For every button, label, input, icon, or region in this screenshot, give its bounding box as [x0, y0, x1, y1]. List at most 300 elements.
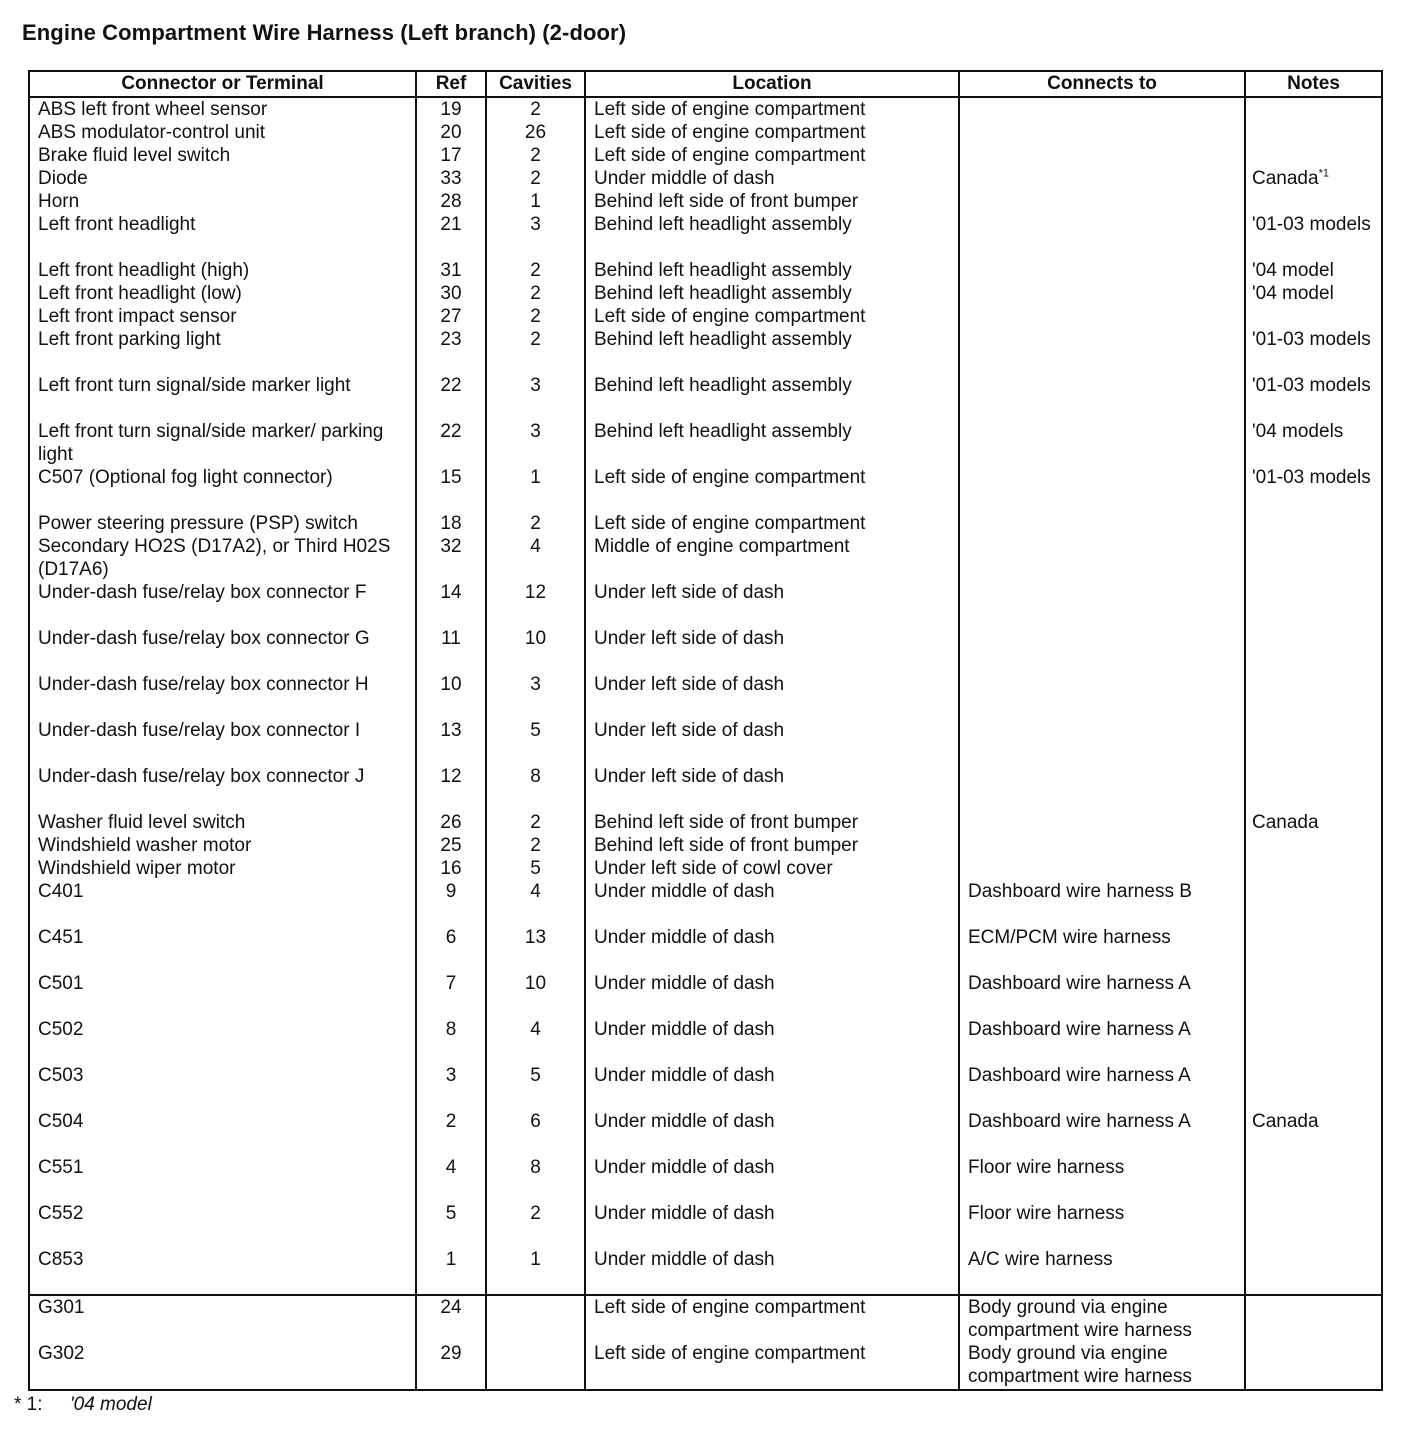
cell-ref-text: 12 — [440, 766, 462, 787]
cell-ref — [416, 466, 486, 512]
cell-notes — [1245, 1156, 1382, 1202]
cell-ref-text: 22 — [440, 375, 462, 396]
table-row — [29, 627, 1382, 673]
cell-connects-to — [959, 719, 1245, 765]
cell-connects-to — [959, 880, 1245, 926]
cell-location-text: Left side of engine compartment — [594, 145, 866, 166]
cell-ref-text: 17 — [440, 145, 462, 166]
cell-location — [585, 144, 959, 167]
cell-cavities-text: 8 — [530, 1157, 541, 1178]
column-header-connects-to: Connects to — [959, 71, 1245, 97]
table-row — [29, 1248, 1382, 1295]
cell-connector — [29, 97, 416, 121]
cell-ref-text: 20 — [440, 122, 462, 143]
cell-location — [585, 512, 959, 535]
table-row — [29, 374, 1382, 420]
cell-location — [585, 259, 959, 282]
cell-cavities-text: 4 — [530, 1019, 541, 1040]
cell-connector — [29, 1064, 416, 1110]
cell-cavities — [486, 305, 585, 328]
cell-notes — [1245, 420, 1382, 466]
cell-ref — [416, 1342, 486, 1390]
cell-location — [585, 1295, 959, 1342]
cell-ref-text: 4 — [445, 1157, 457, 1178]
cell-notes-text: Canada — [1252, 812, 1319, 833]
cell-connector-text: C501 — [38, 973, 84, 994]
table-row — [29, 811, 1382, 834]
cell-cavities-text: 8 — [530, 766, 541, 787]
cell-ref — [416, 834, 486, 857]
cell-connects-to — [959, 328, 1245, 374]
cell-ref — [416, 673, 486, 719]
cell-ref-text: 7 — [445, 973, 457, 994]
cell-ref — [416, 1156, 486, 1202]
column-header-notes: Notes — [1245, 71, 1382, 97]
cell-notes — [1245, 673, 1382, 719]
cell-location-text: Behind left headlight assembly — [594, 214, 852, 235]
cell-connector-text: Power steering pressure (PSP) switch — [38, 513, 358, 534]
table-row — [29, 1064, 1382, 1110]
cell-connector-text: ABS left front wheel sensor — [38, 99, 268, 120]
cell-connector-text: C451 — [38, 927, 84, 948]
cell-connector-text: Windshield washer motor — [38, 835, 252, 856]
cell-location-text: Behind left headlight assembly — [594, 329, 852, 350]
cell-ref-text: 15 — [440, 467, 462, 488]
table-row — [29, 144, 1382, 167]
table-row — [29, 1018, 1382, 1064]
cell-connector — [29, 420, 416, 466]
cell-ref — [416, 420, 486, 466]
cell-notes-text: '01-03 models — [1252, 467, 1371, 488]
cell-ref — [416, 1248, 486, 1295]
cell-notes — [1245, 144, 1382, 167]
cell-connects-to — [959, 765, 1245, 811]
cell-location-text: Behind left side of front bumper — [594, 835, 859, 856]
cell-connector-text: C551 — [38, 1157, 84, 1178]
table-row — [29, 1156, 1382, 1202]
column-header-location: Location — [585, 71, 959, 97]
cell-location-text: Under left side of dash — [594, 720, 785, 741]
cell-ref-text: 1 — [445, 1249, 457, 1270]
cell-connector-text: Under-dash fuse/relay box connector H — [38, 674, 369, 695]
cell-ref-text: 30 — [440, 283, 462, 304]
cell-connector-text: ABS modulator-control unit — [38, 122, 266, 143]
cell-cavities-text: 1 — [530, 467, 541, 488]
cell-cavities-text: 5 — [530, 1065, 541, 1086]
cell-cavities — [486, 834, 585, 857]
cell-connector — [29, 374, 416, 420]
cell-location-text: Behind left headlight assembly — [594, 283, 852, 304]
cell-cavities-text: 10 — [524, 628, 547, 649]
cell-cavities — [486, 765, 585, 811]
cell-cavities — [486, 1342, 585, 1390]
cell-location — [585, 374, 959, 420]
table-row — [29, 97, 1382, 121]
cell-notes — [1245, 167, 1382, 190]
cell-cavities — [486, 1110, 585, 1156]
cell-connects-to — [959, 1018, 1245, 1064]
cell-cavities — [486, 926, 585, 972]
cell-notes-text: '04 model — [1252, 283, 1334, 304]
cell-ref-text: 11 — [441, 628, 461, 649]
cell-ref-text: 3 — [445, 1065, 457, 1086]
cell-notes — [1245, 834, 1382, 857]
cell-notes — [1245, 1248, 1382, 1295]
cell-ref — [416, 328, 486, 374]
cell-connector — [29, 121, 416, 144]
cell-connects-to — [959, 811, 1245, 834]
cell-ref — [416, 167, 486, 190]
cell-location — [585, 811, 959, 834]
cell-location — [585, 305, 959, 328]
cell-cavities-text: 5 — [530, 720, 541, 741]
cell-connects-to-text: A/C wire harness — [968, 1249, 1113, 1270]
cell-connector-text: Left front headlight (low) — [38, 283, 242, 304]
table-row — [29, 466, 1382, 512]
cell-notes — [1245, 328, 1382, 374]
cell-location — [585, 765, 959, 811]
cell-connects-to — [959, 259, 1245, 282]
cell-connects-to — [959, 1202, 1245, 1248]
cell-ref-text: 8 — [445, 1019, 457, 1040]
cell-cavities-text: 26 — [524, 122, 547, 143]
cell-cavities — [486, 1018, 585, 1064]
table-row — [29, 213, 1382, 259]
column-header-connector: Connector or Terminal — [29, 71, 416, 97]
cell-notes — [1245, 1342, 1382, 1390]
cell-location-text: Under middle of dash — [594, 1019, 775, 1040]
footnote-text: '04 model — [70, 1394, 152, 1415]
cell-notes — [1245, 1064, 1382, 1110]
cell-connector-text: Left front headlight (high) — [38, 260, 250, 281]
cell-connects-to — [959, 282, 1245, 305]
cell-connector — [29, 328, 416, 374]
cell-cavities — [486, 581, 585, 627]
cell-connects-to-text: Dashboard wire harness A — [968, 1019, 1191, 1040]
cell-cavities-text: 13 — [524, 927, 547, 948]
cell-location-text: Under middle of dash — [594, 927, 775, 948]
cell-notes — [1245, 535, 1382, 581]
cell-ref — [416, 926, 486, 972]
cell-cavities-text: 12 — [524, 582, 547, 603]
cell-connector — [29, 167, 416, 190]
cell-connects-to — [959, 466, 1245, 512]
cell-location-text: Left side of engine compartment — [594, 1297, 866, 1318]
cell-ref — [416, 512, 486, 535]
cell-connects-to — [959, 581, 1245, 627]
cell-ref — [416, 97, 486, 121]
cell-notes-text: '01-03 models — [1252, 329, 1371, 350]
cell-notes-text: '01-03 models — [1252, 375, 1371, 396]
cell-location — [585, 673, 959, 719]
cell-cavities-text: 2 — [530, 329, 541, 350]
cell-connects-to — [959, 1342, 1245, 1390]
cell-connector — [29, 144, 416, 167]
cell-notes — [1245, 857, 1382, 880]
cell-connector-text: Washer fluid level switch — [38, 812, 246, 833]
cell-cavities — [486, 420, 585, 466]
note-marker: *1 — [1318, 167, 1329, 180]
cell-connector-text: Left front impact sensor — [38, 306, 237, 327]
cell-connector — [29, 880, 416, 926]
cell-connector-text: G302 — [38, 1343, 85, 1364]
table-row — [29, 857, 1382, 880]
cell-location — [585, 121, 959, 144]
cell-cavities-text: 2 — [530, 145, 541, 166]
cell-cavities-text: 2 — [530, 513, 541, 534]
cell-notes — [1245, 512, 1382, 535]
cell-notes — [1245, 972, 1382, 1018]
cell-connects-to — [959, 972, 1245, 1018]
cell-connector — [29, 765, 416, 811]
cell-cavities-text: 10 — [524, 973, 547, 994]
cell-location — [585, 1018, 959, 1064]
cell-location — [585, 627, 959, 673]
cell-cavities — [486, 213, 585, 259]
cell-ref — [416, 1064, 486, 1110]
table-row — [29, 328, 1382, 374]
cell-cavities-text: 3 — [530, 421, 541, 442]
table-row — [29, 719, 1382, 765]
cell-connects-to — [959, 97, 1245, 121]
cell-ref-text: 31 — [440, 260, 462, 281]
cell-connector — [29, 213, 416, 259]
cell-connects-to — [959, 1064, 1245, 1110]
cell-connects-to — [959, 121, 1245, 144]
cell-cavities-text: 3 — [530, 375, 541, 396]
table-row — [29, 282, 1382, 305]
cell-ref-text: 29 — [440, 1343, 462, 1364]
cell-connects-to — [959, 420, 1245, 466]
cell-ref-text: 28 — [440, 191, 462, 212]
cell-connector — [29, 1202, 416, 1248]
cell-notes — [1245, 581, 1382, 627]
cell-ref-text: 27 — [440, 306, 462, 327]
cell-cavities — [486, 673, 585, 719]
cell-location — [585, 719, 959, 765]
cell-cavities-text: 2 — [530, 283, 541, 304]
cell-connects-to-text: Body ground via engine compartment wire harness — [968, 1343, 1192, 1387]
cell-notes — [1245, 121, 1382, 144]
cell-ref-text: 32 — [440, 536, 462, 557]
cell-connector-text: Under-dash fuse/relay box connector G — [38, 628, 370, 649]
cell-cavities-text: 6 — [530, 1111, 541, 1132]
cell-location — [585, 1248, 959, 1295]
table-row — [29, 581, 1382, 627]
cell-location — [585, 972, 959, 1018]
cell-ref-text: 6 — [445, 927, 457, 948]
cell-notes-text: '04 model — [1252, 260, 1334, 281]
cell-connector — [29, 719, 416, 765]
cell-ref-text: 33 — [440, 168, 462, 189]
cell-ref-text: 10 — [440, 674, 462, 695]
cell-connects-to — [959, 535, 1245, 581]
cell-notes — [1245, 97, 1382, 121]
cell-cavities — [486, 167, 585, 190]
cell-cavities — [486, 857, 585, 880]
cell-connects-to — [959, 1110, 1245, 1156]
cell-notes — [1245, 627, 1382, 673]
cell-connector-text: Brake fluid level switch — [38, 145, 231, 166]
cell-connector — [29, 834, 416, 857]
table-row — [29, 259, 1382, 282]
cell-cavities — [486, 1202, 585, 1248]
column-header-cavities: Cavities — [486, 71, 585, 97]
cell-cavities-text: 2 — [530, 835, 541, 856]
cell-connector — [29, 926, 416, 972]
cell-ref — [416, 144, 486, 167]
cell-location — [585, 213, 959, 259]
cell-location — [585, 190, 959, 213]
cell-ref — [416, 282, 486, 305]
cell-cavities — [486, 121, 585, 144]
cell-notes — [1245, 926, 1382, 972]
cell-cavities-text: 1 — [530, 191, 541, 212]
cell-ref-text: 9 — [445, 881, 457, 902]
cell-ref — [416, 581, 486, 627]
cell-connector — [29, 627, 416, 673]
cell-connects-to-text: Floor wire harness — [968, 1157, 1125, 1178]
cell-cavities — [486, 190, 585, 213]
cell-connects-to — [959, 1156, 1245, 1202]
cell-location — [585, 420, 959, 466]
cell-notes-text: '01-03 models — [1252, 214, 1371, 235]
cell-connects-to — [959, 834, 1245, 857]
cell-connector — [29, 1018, 416, 1064]
cell-location-text: Under middle of dash — [594, 973, 775, 994]
cell-cavities — [486, 880, 585, 926]
cell-cavities-text: 5 — [530, 858, 541, 879]
table-row — [29, 305, 1382, 328]
cell-connector-text: Under-dash fuse/relay box connector J — [38, 766, 365, 787]
cell-notes — [1245, 374, 1382, 420]
table-row — [29, 167, 1382, 190]
cell-cavities — [486, 282, 585, 305]
cell-connector — [29, 190, 416, 213]
cell-ref — [416, 374, 486, 420]
cell-connector — [29, 581, 416, 627]
cell-ref-text: 18 — [440, 513, 462, 534]
cell-connector — [29, 1342, 416, 1390]
cell-connector — [29, 1110, 416, 1156]
cell-cavities — [486, 259, 585, 282]
cell-location — [585, 466, 959, 512]
cell-cavities-text: 2 — [530, 260, 541, 281]
cell-location-text: Left side of engine compartment — [594, 467, 866, 488]
table-row — [29, 420, 1382, 466]
cell-cavities — [486, 811, 585, 834]
cell-location — [585, 97, 959, 121]
cell-connects-to — [959, 926, 1245, 972]
cell-connects-to — [959, 167, 1245, 190]
cell-location — [585, 328, 959, 374]
table-row — [29, 190, 1382, 213]
cell-connects-to-text: Dashboard wire harness A — [968, 1111, 1191, 1132]
footnote — [14, 1394, 152, 1416]
cell-connector — [29, 535, 416, 581]
cell-cavities — [486, 719, 585, 765]
table-row — [29, 512, 1382, 535]
cell-ref — [416, 259, 486, 282]
cell-connector-text: Under-dash fuse/relay box connector F — [38, 582, 367, 603]
cell-location-text: Left side of engine compartment — [594, 99, 866, 120]
cell-connects-to — [959, 305, 1245, 328]
cell-connector — [29, 282, 416, 305]
cell-connector-text: Diode — [38, 168, 88, 189]
cell-location-text: Under left side of dash — [594, 582, 785, 603]
cell-location-text: Behind left side of front bumper — [594, 191, 859, 212]
cell-location-text: Middle of engine compartment — [594, 536, 850, 557]
cell-notes — [1245, 213, 1382, 259]
cell-connector — [29, 857, 416, 880]
cell-location-text: Under middle of dash — [594, 1065, 775, 1086]
cell-notes — [1245, 880, 1382, 926]
cell-location-text: Left side of engine compartment — [594, 306, 866, 327]
cell-location-text: Under left side of dash — [594, 766, 785, 787]
table-row — [29, 880, 1382, 926]
cell-connector-text: Horn — [38, 191, 80, 212]
connector-table — [28, 70, 1383, 1391]
cell-connects-to-text: Dashboard wire harness A — [968, 1065, 1191, 1086]
cell-connector-text: C503 — [38, 1065, 84, 1086]
cell-cavities-text: 4 — [530, 536, 541, 557]
cell-location-text: Left side of engine compartment — [594, 122, 866, 143]
cell-ref — [416, 972, 486, 1018]
table-row — [29, 673, 1382, 719]
table-row — [29, 834, 1382, 857]
cell-notes — [1245, 719, 1382, 765]
cell-connector — [29, 259, 416, 282]
cell-connects-to-text: Dashboard wire harness A — [968, 973, 1191, 994]
cell-ref — [416, 213, 486, 259]
table-header-row — [29, 71, 1382, 97]
cell-cavities — [486, 972, 585, 1018]
cell-location — [585, 834, 959, 857]
cell-ref-text: 24 — [440, 1297, 462, 1318]
cell-connects-to — [959, 374, 1245, 420]
cell-connects-to-text: Floor wire harness — [968, 1203, 1125, 1224]
cell-ref-text: 16 — [440, 858, 462, 879]
cell-location — [585, 857, 959, 880]
cell-location-text: Behind left headlight assembly — [594, 375, 852, 396]
cell-cavities — [486, 1248, 585, 1295]
cell-cavities — [486, 466, 585, 512]
cell-connector — [29, 972, 416, 1018]
table-row — [29, 926, 1382, 972]
cell-ref-text: 14 — [440, 582, 462, 603]
cell-ref-text: 26 — [440, 812, 462, 833]
table-row — [29, 1110, 1382, 1156]
cell-connector-text: C504 — [38, 1111, 84, 1132]
cell-connector-text: Left front turn signal/side marker/ parking light — [38, 421, 384, 465]
cell-cavities — [486, 374, 585, 420]
cell-ref-text: 19 — [440, 99, 462, 120]
cell-notes — [1245, 466, 1382, 512]
cell-connects-to — [959, 213, 1245, 259]
cell-location-text: Under middle of dash — [594, 1203, 775, 1224]
cell-ref — [416, 719, 486, 765]
cell-notes-text: Canada — [1252, 1111, 1319, 1132]
cell-connector — [29, 1248, 416, 1295]
cell-location-text: Behind left headlight assembly — [594, 421, 852, 442]
cell-ref — [416, 1110, 486, 1156]
cell-location-text: Under middle of dash — [594, 881, 775, 902]
cell-connector-text: C507 (Optional fog light connector) — [38, 467, 333, 488]
cell-notes — [1245, 765, 1382, 811]
cell-ref — [416, 880, 486, 926]
cell-location — [585, 1202, 959, 1248]
cell-location-text: Under middle of dash — [594, 168, 775, 189]
